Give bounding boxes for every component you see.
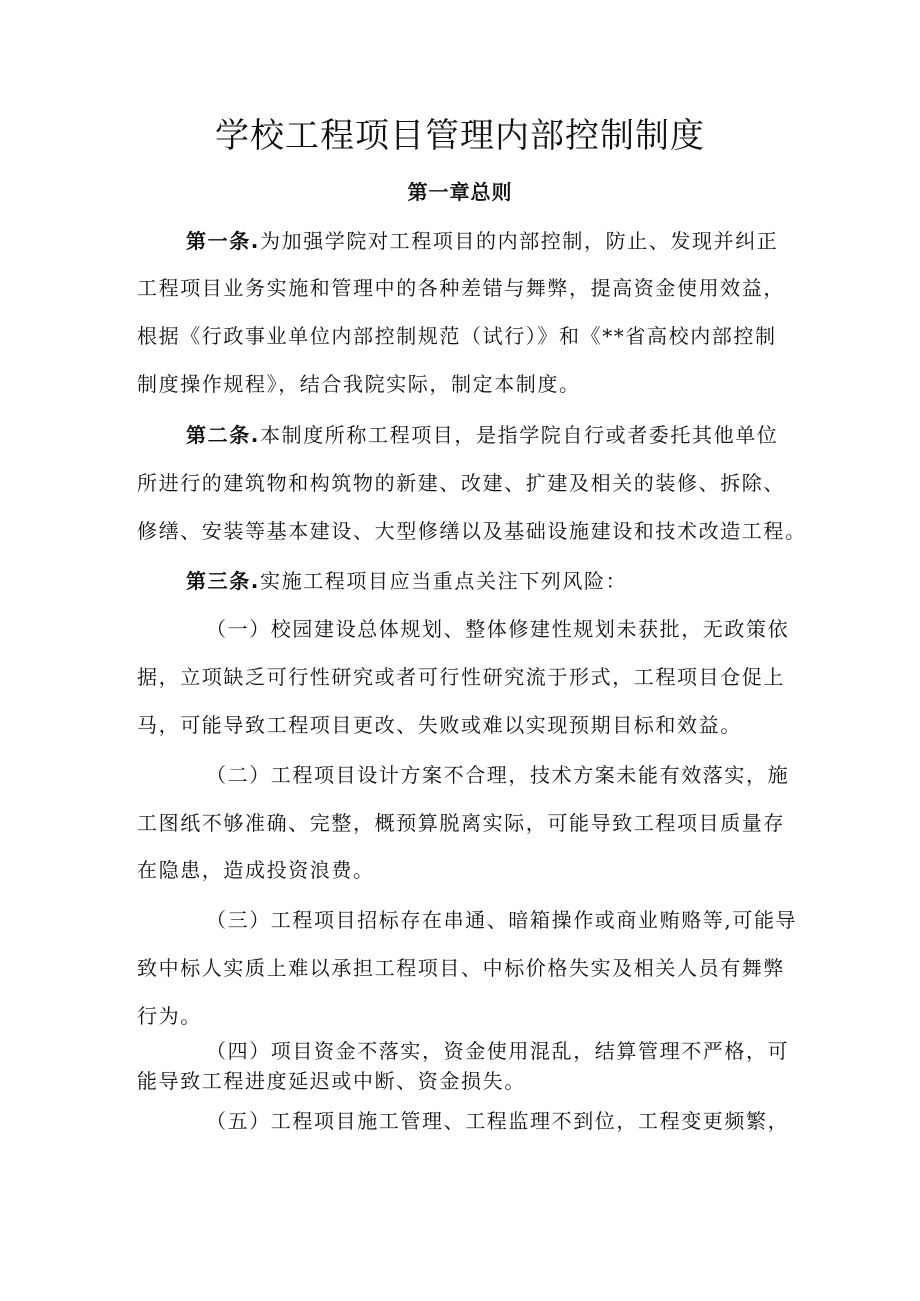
article-1-text: 为加强学院对工程项目的内部控制，防止、发现并纠正 — [260, 229, 779, 253]
article-1-line: 根据《行政事业单位内部控制规范（试行）》和《**省高校内部控制 — [137, 324, 777, 348]
article-3-label: 第三条. — [186, 569, 260, 593]
article-1-line: 工程项目业务实施和管理中的各种差错与舞弊，提高资金使用效益， — [137, 276, 785, 300]
risk-1-line: 据，立项缺乏可行性研究或者可行性研究流于形式，工程项目仓促上 — [137, 665, 785, 689]
risk-3-line: （三）工程项目招标存在串通、暗箱操作或商业贿赂等,可能导 — [206, 908, 798, 932]
article-2-text: 本制度所称工程项目，是指学院自行或者委托其他单位 — [260, 423, 779, 447]
article-3-text: 实施工程项目应当重点关注下列风险： — [260, 569, 628, 593]
article-1-label: 第一条. — [186, 229, 260, 253]
risk-1-line: （一）校园建设总体规划、整体修建性规划未获批，无政策依 — [206, 617, 790, 641]
document-title: 学校工程项目管理内部控制制度 — [215, 116, 705, 156]
article-2-label: 第二条. — [186, 423, 260, 447]
article-2-first-line — [186, 420, 778, 450]
risk-3-line: 致中标人实质上难以承担工程项目、中标价格失实及相关人员有舞弊 — [137, 956, 785, 980]
risk-2-line: 在隐患，造成投资浪费。 — [137, 858, 375, 882]
risk-5-line: （五）工程项目施工管理、工程监理不到位，工程变更频繁， — [206, 1109, 790, 1133]
risk-2-line: 工图纸不够准确、完整，概预算脱离实际，可能导致工程项目质量存 — [137, 811, 785, 835]
risk-2-line: （二）工程项目设计方案不合理，技术方案未能有效落实，施 — [206, 763, 790, 787]
risk-1-line: 马，可能导致工程项目更改、失败或难以实现预期目标和效益。 — [137, 713, 742, 737]
risk-3-line: 行为。 — [137, 1004, 202, 1028]
article-1-line: 制度操作规程》，结合我院实际，制定本制度。 — [137, 372, 581, 396]
article-2-line: 所进行的建筑物和构筑物的新建、改建、扩建及相关的装修、拆除、 — [137, 471, 785, 495]
article-3-line — [186, 566, 627, 596]
risk-4-line: （四）项目资金不落实，资金使用混乱，结算管理不严格，可 — [206, 1039, 790, 1063]
chapter-heading: 第一章总则 — [407, 180, 513, 204]
risk-4-line: 能导致工程进度延迟或中断、资金损失。 — [137, 1069, 526, 1093]
article-2-line: 修缮、安装等基本建设、大型修缮以及基础设施建设和技术改造工程。 — [137, 519, 807, 543]
article-1-first-line — [186, 226, 778, 256]
